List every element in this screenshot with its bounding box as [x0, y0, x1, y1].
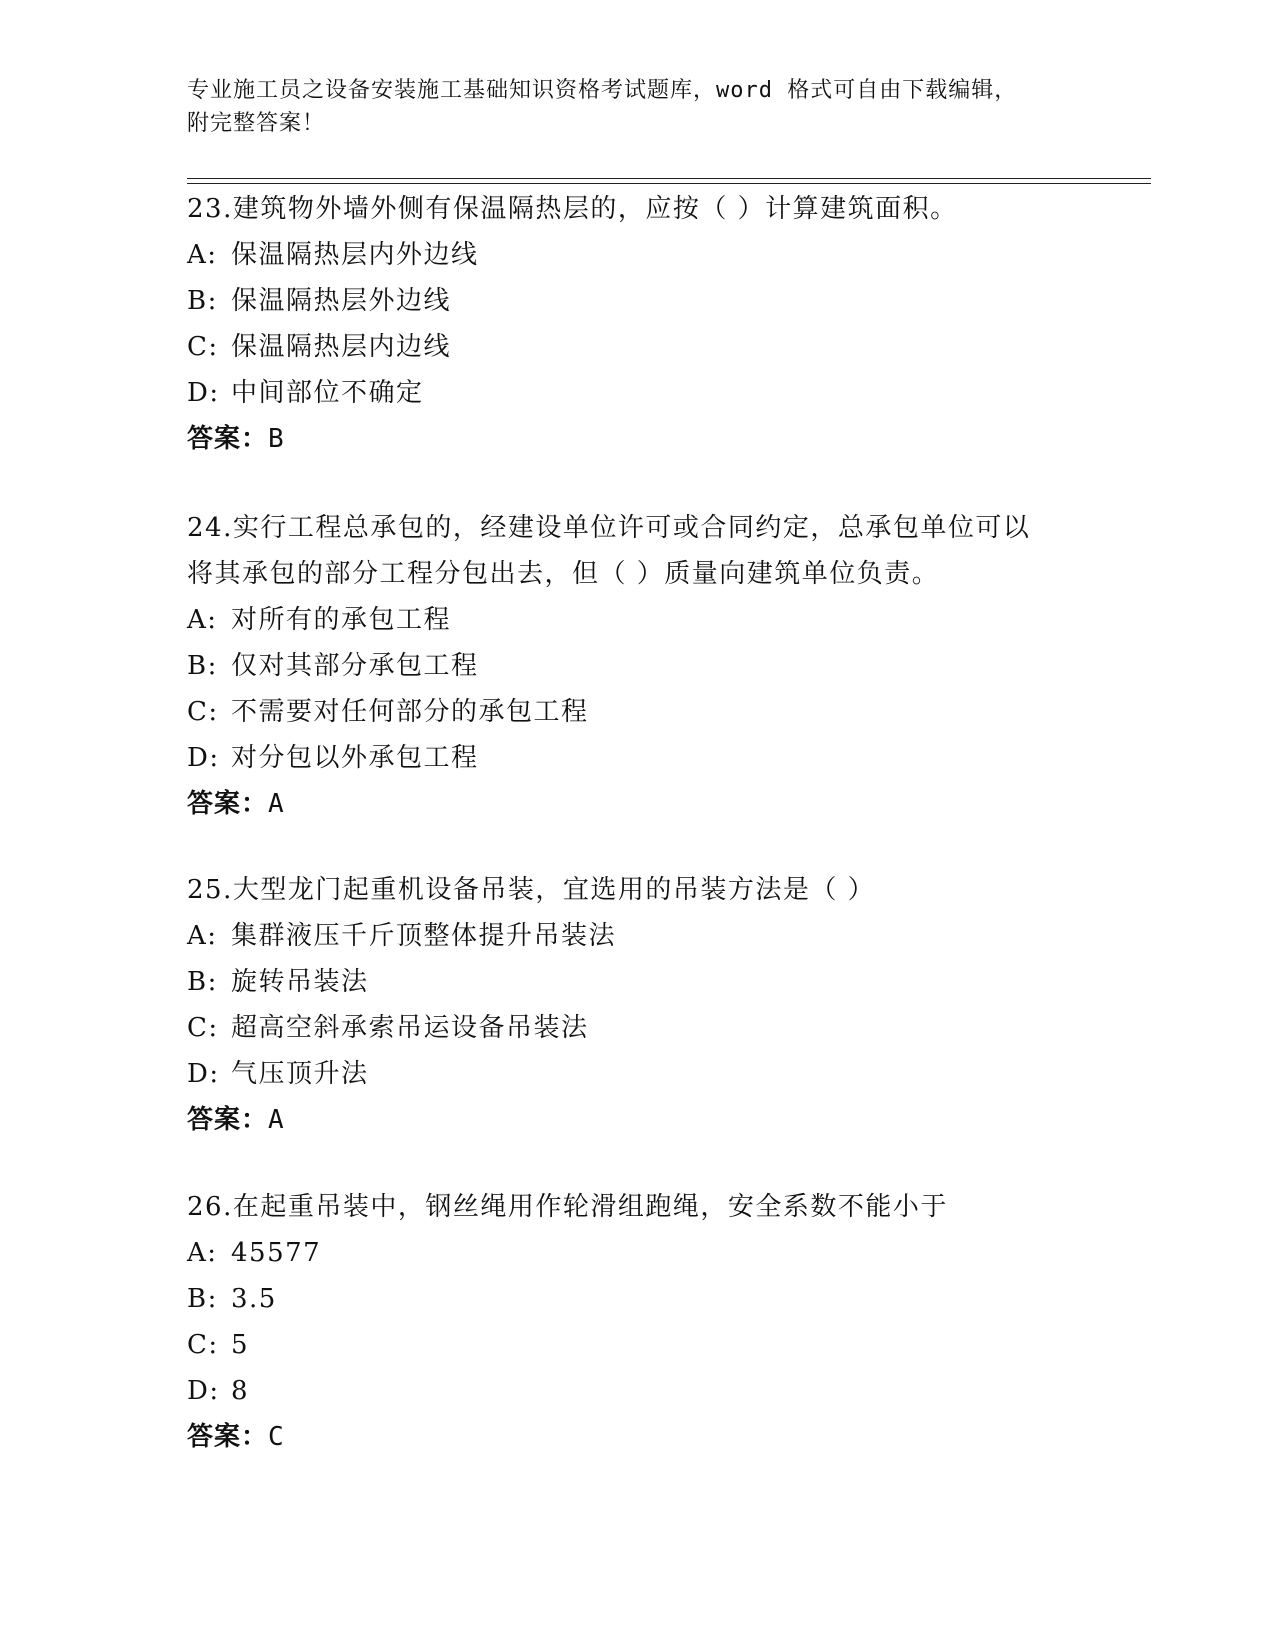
option-key: C:	[187, 1330, 219, 1360]
document-header	[187, 74, 1087, 140]
answer-line	[187, 1414, 1087, 1460]
option-key: D:	[187, 1059, 220, 1089]
header-divider-top	[187, 178, 1151, 179]
option-key: A:	[187, 240, 218, 270]
question-26	[187, 1184, 1087, 1460]
answer-label: 答案：	[187, 789, 269, 819]
question-23	[187, 186, 1087, 462]
option-key: A:	[187, 1238, 218, 1268]
option-text: 不需要对任何部分的承包工程	[231, 697, 589, 727]
option-c	[187, 1005, 1087, 1051]
option-text: 仅对其部分承包工程	[231, 651, 479, 681]
option-b	[187, 959, 1087, 1005]
option-key: D:	[187, 743, 220, 773]
answer-value: A	[268, 789, 285, 819]
option-a	[187, 913, 1087, 959]
question-24	[187, 505, 1087, 827]
question-25	[187, 867, 1087, 1143]
option-d	[187, 1368, 1087, 1414]
option-key: D:	[187, 1376, 220, 1406]
option-text: 保温隔热层内边线	[231, 332, 452, 362]
option-text: 45577	[231, 1238, 322, 1268]
header-line-2: 附完整答案！	[187, 111, 326, 136]
option-b	[187, 643, 1087, 689]
option-c	[187, 1322, 1087, 1368]
answer-value: C	[268, 1422, 285, 1452]
option-b	[187, 1276, 1087, 1322]
answer-line	[187, 1097, 1087, 1143]
option-key: C:	[187, 332, 219, 362]
answer-line	[187, 416, 1087, 462]
answer-label: 答案：	[187, 1422, 269, 1452]
answer-value: A	[268, 1105, 285, 1135]
option-text: 对分包以外承包工程	[231, 743, 479, 773]
option-text: 气压顶升法	[231, 1059, 369, 1089]
question-stem: 25.大型龙门起重机设备吊装，宜选用的吊装方法是（ ）	[187, 875, 876, 905]
answer-line	[187, 781, 1087, 827]
header-line-1: 专业施工员之设备安装施工基础知识资格考试题库，word 格式可自由下载编辑，	[187, 78, 1018, 103]
option-c	[187, 689, 1087, 735]
answer-label: 答案：	[187, 1105, 269, 1135]
option-b	[187, 278, 1087, 324]
option-text: 中间部位不确定	[231, 378, 424, 408]
question-stem: 23.建筑物外墙外侧有保温隔热层的，应按（ ）计算建筑面积。	[187, 194, 958, 224]
option-text: 旋转吊装法	[231, 967, 369, 997]
option-key: B:	[187, 286, 218, 316]
option-text: 集群液压千斤顶整体提升吊装法	[231, 921, 617, 951]
option-text: 超高空斜承索吊运设备吊装法	[231, 1013, 589, 1043]
option-text: 对所有的承包工程	[231, 605, 452, 635]
option-key: B:	[187, 967, 218, 997]
option-d	[187, 1051, 1087, 1097]
option-key: B:	[187, 1284, 218, 1314]
option-text: 3.5	[231, 1284, 277, 1314]
option-text: 8	[231, 1376, 250, 1406]
answer-value: B	[268, 424, 285, 454]
option-a	[187, 232, 1087, 278]
header-divider-bottom	[187, 183, 1151, 184]
option-key: D:	[187, 378, 220, 408]
option-a	[187, 597, 1087, 643]
question-stem-line-2: 将其承包的部分工程分包出去，但（ ）质量向建筑单位负责。	[187, 559, 940, 589]
option-text: 5	[231, 1330, 250, 1360]
option-key: B:	[187, 651, 218, 681]
option-key: A:	[187, 921, 218, 951]
option-key: C:	[187, 697, 219, 727]
option-c	[187, 324, 1087, 370]
option-d	[187, 735, 1087, 781]
option-text: 保温隔热层外边线	[231, 286, 452, 316]
option-text: 保温隔热层内外边线	[231, 240, 479, 270]
question-stem-line-1: 24.实行工程总承包的，经建设单位许可或合同约定，总承包单位可以	[187, 513, 1031, 543]
option-a	[187, 1230, 1087, 1276]
option-d	[187, 370, 1087, 416]
question-stem: 26.在起重吊装中，钢丝绳用作轮滑组跑绳，安全系数不能小于	[187, 1192, 948, 1222]
option-key: C:	[187, 1013, 219, 1043]
answer-label: 答案：	[187, 424, 269, 454]
option-key: A:	[187, 605, 218, 635]
